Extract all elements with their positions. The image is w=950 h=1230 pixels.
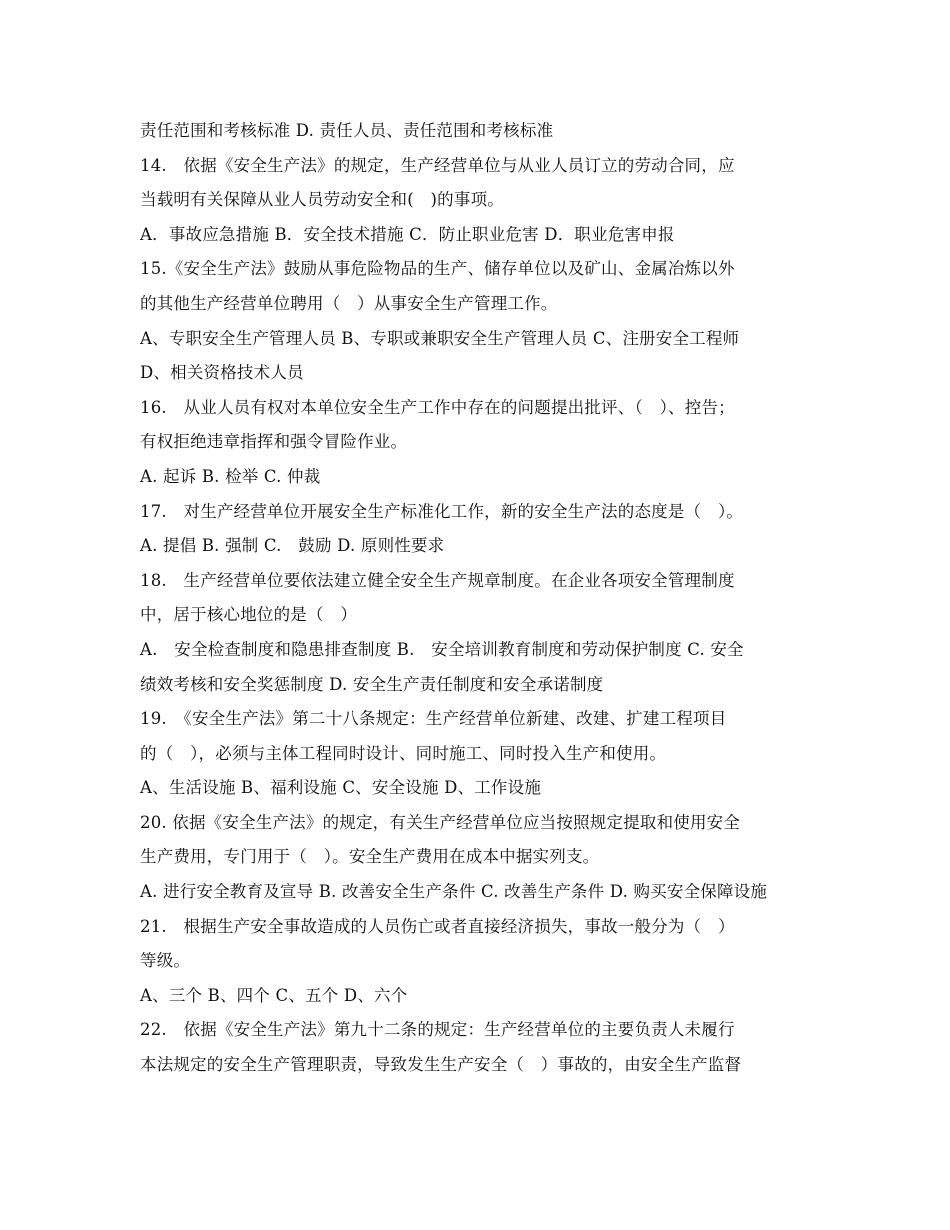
text-line: 责任范围和考核标准 D. 责任人员、责任范围和考核标准 <box>140 121 554 140</box>
text-line: 当载明有关保障从业人员劳动安全和( )的事项。 <box>140 190 504 210</box>
options-line: A、专职安全生产管理人员 B、专职或兼职安全生产管理人员 C、注册安全工程师 <box>140 328 740 348</box>
question-22-line: 22. 依据《安全生产法》第九十二条的规定：生产经营单位的主要负责人未履行 <box>140 1020 735 1040</box>
question-14-line: 14. 依据《安全生产法》的规定，生产经营单位与从业人员订立的劳动合同，应 <box>140 155 735 175</box>
question-20-line: 20. 依据《安全生产法》的规定，有关生产经营单位应当按照规定提取和使用安全 <box>140 812 741 832</box>
text-line: 的（ ），必须与主体工程同时设计、同时施工、同时投入生产和使用。 <box>140 743 667 763</box>
text-line: 生产费用，专门用于（ ）。安全生产费用在成本中据实列支。 <box>140 847 600 867</box>
options-line: D、相关资格技术人员 <box>140 363 304 383</box>
question-15-line: 15.《安全生产法》鼓励从事危险物品的生产、储存单位以及矿山、金属冶炼以外 <box>140 259 735 279</box>
options-line: 绩效考核和安全奖惩制度 D. 安全生产责任制度和安全承诺制度 <box>140 674 604 694</box>
options-line: A、生活设施 B、福利设施 C、安全设施 D、工作设施 <box>140 778 542 798</box>
text-line: 本法规定的安全生产管理职责，导致发生生产安全（ ）事故的，由安全生产监督 <box>140 1055 742 1075</box>
question-16-line: 16. 从业人员有权对本单位安全生产工作中存在的问题提出批评、（ ）、控告； <box>140 397 735 417</box>
options-line: A. 提倡 B. 强制 C. 鼓励 D. 原则性要求 <box>140 536 445 556</box>
text-line: 的其他生产经营单位聘用（ ）从事安全生产管理工作。 <box>140 293 558 313</box>
options-line: A、三个 B、四个 C、五个 D、六个 <box>140 985 408 1005</box>
question-18-line: 18. 生产经营单位要依法建立健全安全生产规章制度。在企业各项安全管理制度 <box>140 570 735 590</box>
options-line: A．事故应急措施 B．安全技术措施 C．防止职业危害 D．职业危害申报 <box>140 224 675 244</box>
options-line: A. 起诉 B. 检举 C. 仲裁 <box>140 466 321 486</box>
document-body <box>140 114 820 1083</box>
question-19-line: 19. 《安全生产法》第二十八条规定：生产经营单位新建、改建、扩建工程项目 <box>140 709 727 729</box>
options-line: A. 安全检查制度和隐患排查制度 B. 安全培训教育制度和劳动保护制度 C. 安全 <box>140 639 744 659</box>
text-line: 中，居于核心地位的是（ ） <box>140 605 358 625</box>
text-line: 有权拒绝违章指挥和强令冒险作业。 <box>140 432 408 452</box>
question-21-line: 21. 根据生产安全事故造成的人员伤亡或者直接经济损失，事故一般分为（ ） <box>140 916 735 936</box>
options-line: A. 进行安全教育及宣导 B. 改善安全生产条件 C. 改善生产条件 D. 购买安全保障设施 <box>140 882 768 902</box>
question-17-line: 17. 对生产经营单位开展安全生产标准化工作，新的安全生产法的态度是（ ）。 <box>140 501 744 521</box>
text-line: 等级。 <box>140 951 191 971</box>
